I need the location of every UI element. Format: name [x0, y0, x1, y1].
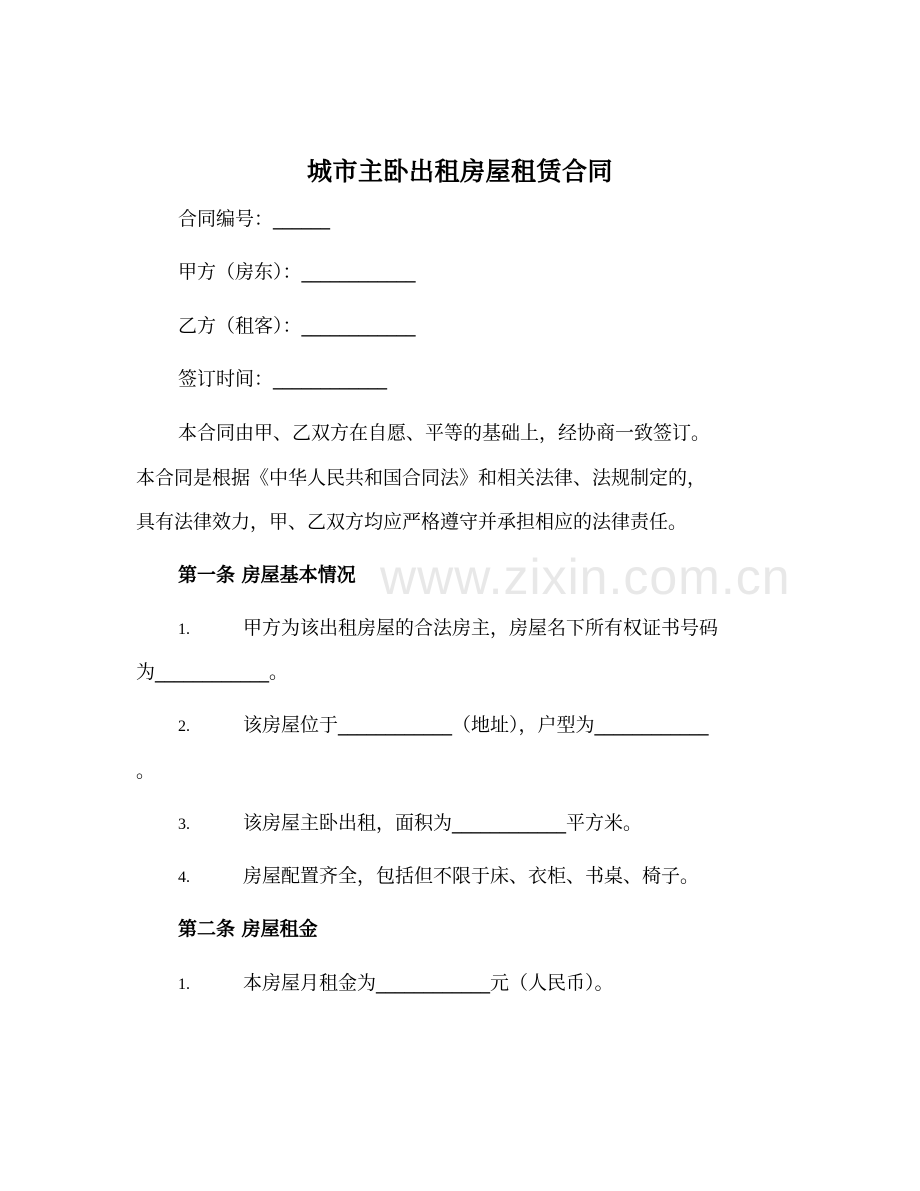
- field-label: 乙方（租客）：: [178, 315, 302, 337]
- field-blank: ____________: [273, 368, 388, 390]
- document-title: 城市主卧出租房屋租赁合同: [306, 157, 613, 186]
- field-label: 合同编号：: [178, 208, 274, 230]
- watermark: www.zixin.com.cn: [380, 549, 791, 605]
- field-blank: ______: [273, 208, 331, 230]
- item-number: 3.: [178, 816, 190, 833]
- item-text-continued: 。: [136, 760, 156, 782]
- item-text-continued: 为____________。: [136, 661, 289, 683]
- field-party-a: [178, 259, 416, 285]
- field-blank: ____________: [301, 261, 416, 283]
- field-blank: ____________: [301, 315, 416, 337]
- field-label: 签订时间：: [178, 368, 274, 390]
- item-text: 该房屋位于____________（地址），户型为____________: [243, 714, 709, 736]
- item-number: 4.: [178, 869, 190, 886]
- item-text: 本房屋月租金为____________元（人民币）。: [243, 972, 614, 994]
- item-number: 1.: [178, 621, 190, 638]
- section-heading-2: 第二条 房屋租金: [178, 918, 318, 940]
- field-signing-date: [178, 366, 387, 392]
- intro-paragraph-line-1: 本合同由甲、乙双方在自愿、平等的基础上，经协商一致签订。: [178, 422, 711, 444]
- field-contract-number: [178, 206, 330, 232]
- field-party-b: [178, 313, 416, 339]
- item-text: 甲方为该出租房屋的合法房主，房屋名下所有权证书号码: [243, 617, 719, 639]
- field-label: 甲方（房东）：: [178, 261, 302, 283]
- item-number: 1.: [178, 976, 190, 993]
- intro-paragraph-line-2: 本合同是根据《中华人民共和国合同法》和相关法律、法规制定的，: [136, 467, 707, 489]
- intro-paragraph-line-3: 具有法律效力，甲、乙双方均应严格遵守并承担相应的法律责任。: [136, 511, 688, 533]
- item-text: 该房屋主卧出租，面积为____________平方米。: [243, 812, 643, 834]
- item-number: 2.: [178, 718, 190, 735]
- section-heading-1: 第一条 房屋基本情况: [178, 564, 356, 586]
- item-text: 房屋配置齐全，包括但不限于床、衣柜、书桌、椅子。: [243, 865, 700, 887]
